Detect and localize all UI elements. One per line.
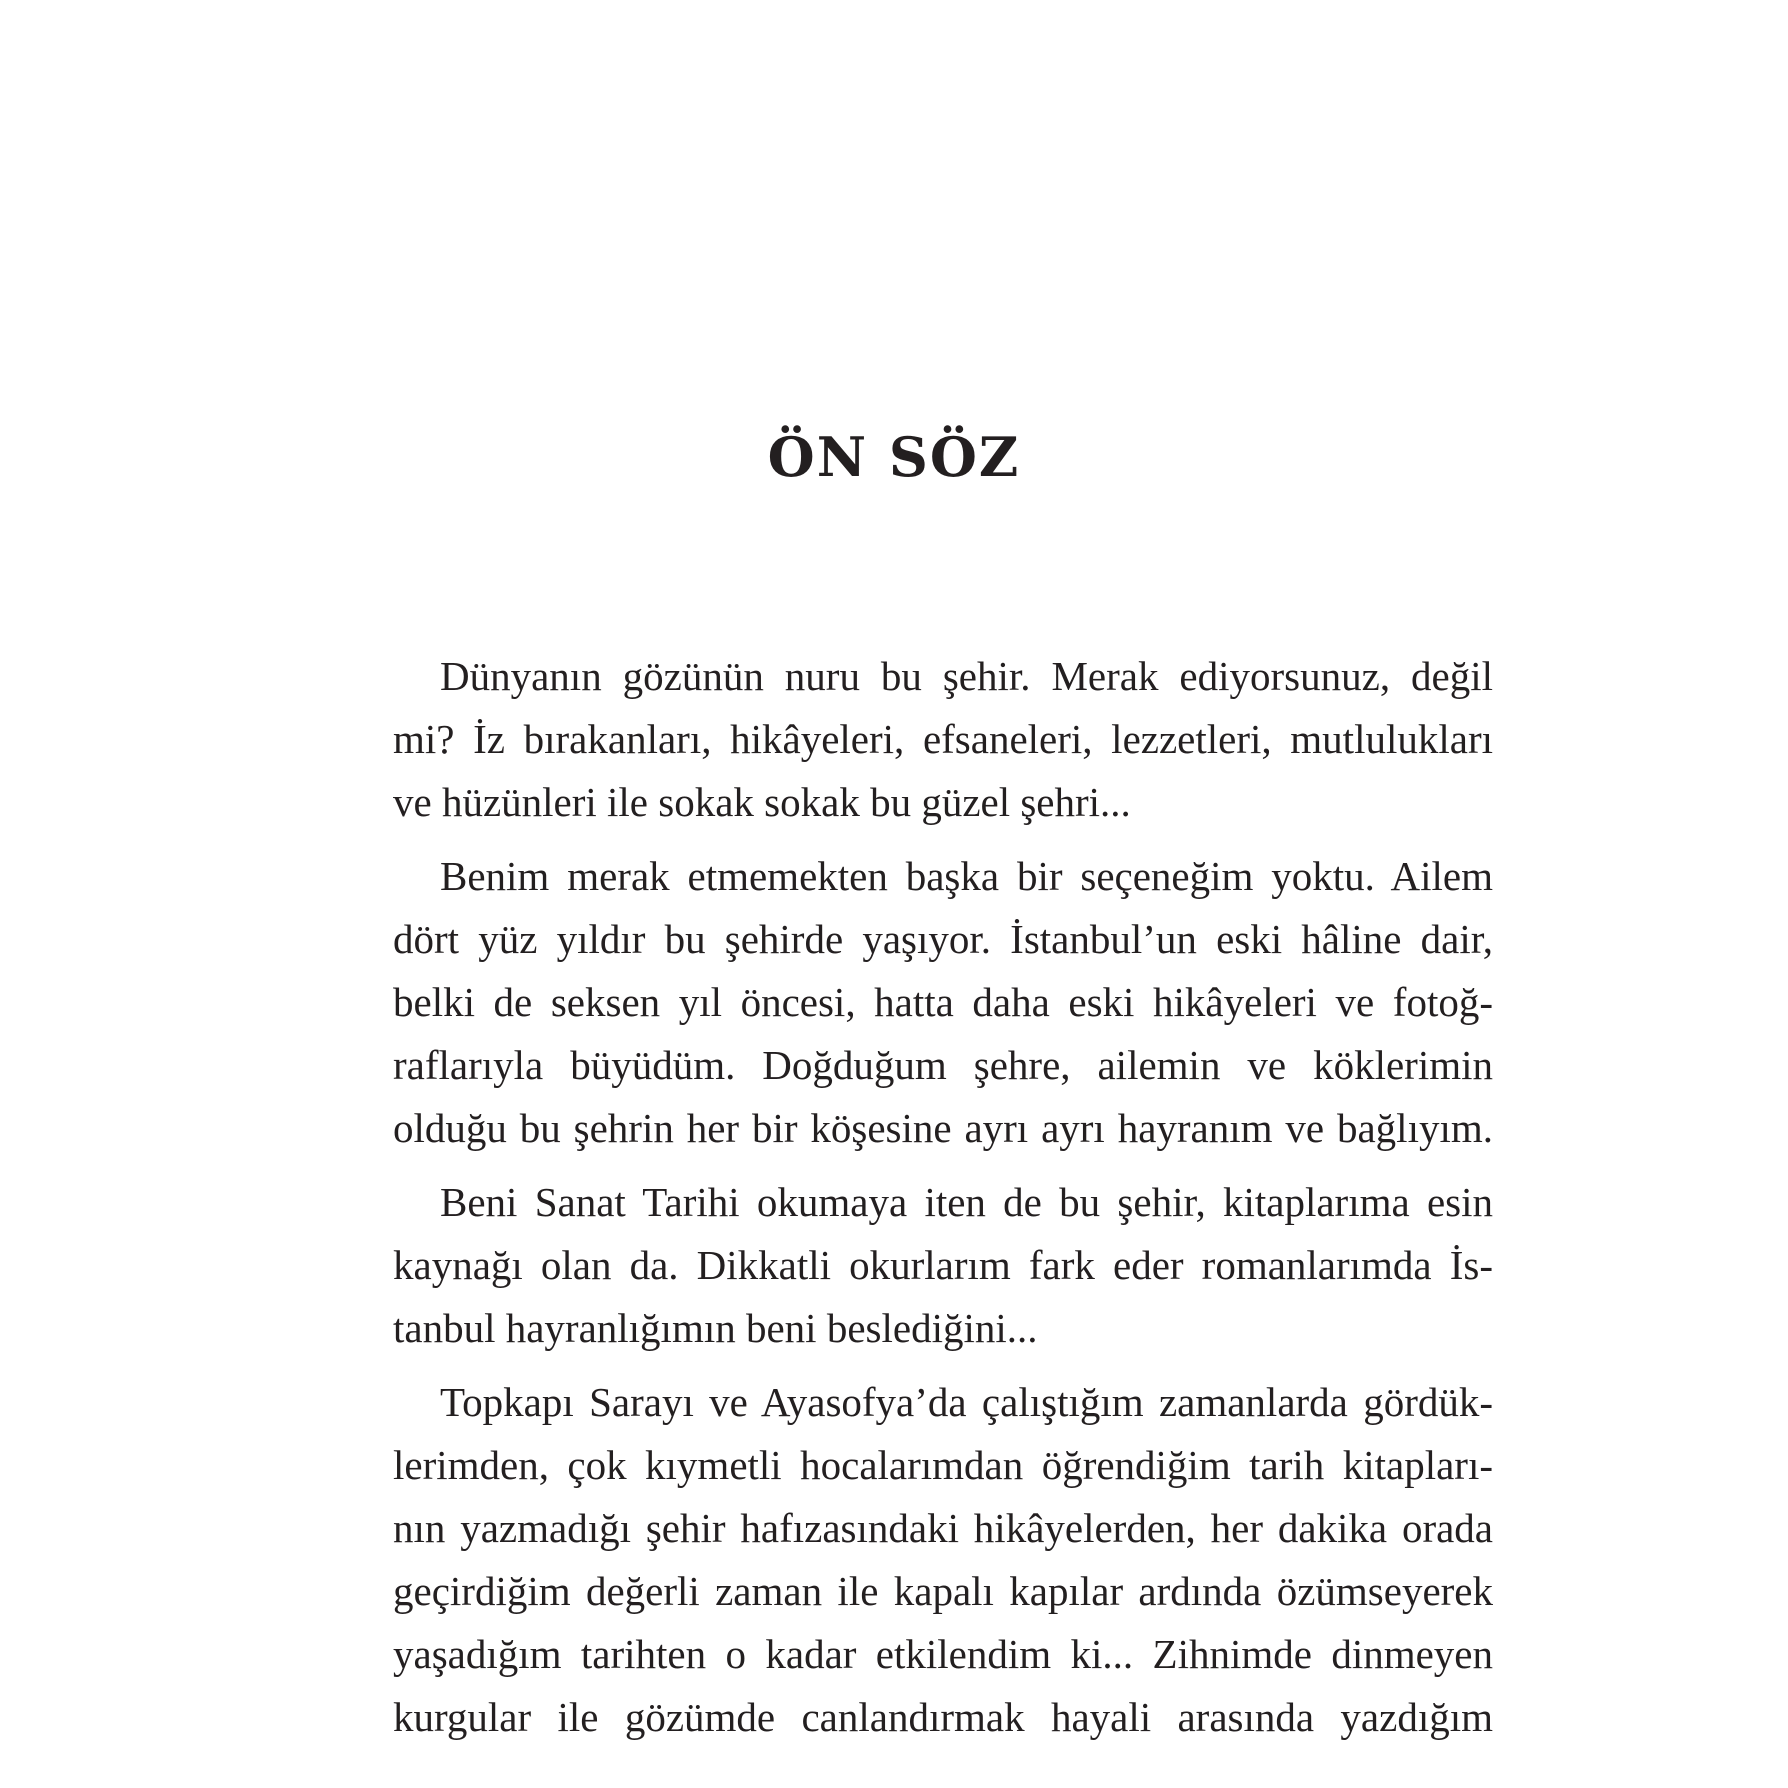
text-line: dört yüz yıldır bu şehirde yaşıyor. İstanbul’un eski hâline dair,: [393, 916, 1493, 962]
text-line: olduğu bu şehrin her bir köşesine ayrı ayrı hayranım ve bağlıyım.: [393, 1105, 1493, 1151]
text-line: Beni Sanat Tarihi okumaya iten de bu şehir, kitaplarıma esin: [440, 1179, 1493, 1225]
paragraph-4: [393, 1371, 1493, 1749]
text-line: kaynağı olan da. Dikkatli okurlarım fark eder romanlarımda İs-: [393, 1242, 1493, 1288]
body-text: [393, 645, 1493, 1760]
text-line: lerimden, çok kıymetli hocalarımdan öğrendiğim tarih kitapları-: [393, 1442, 1493, 1488]
text-line: Topkapı Sarayı ve Ayasofya’da çalıştığım zamanlarda gördük-: [440, 1379, 1493, 1425]
paragraph-3: [393, 1171, 1493, 1360]
text-line: tanbul hayranlığımın beni beslediğini...: [393, 1305, 1038, 1351]
text-line: belki de seksen yıl öncesi, hatta daha eski hikâyeleri ve fotoğ-: [393, 979, 1493, 1025]
text-line: Dünyanın gözünün nuru bu şehir. Merak ediyorsunuz, değil: [440, 653, 1493, 699]
text-line: nın yazmadığı şehir hafızasındaki hikâyelerden, her dakika orada: [393, 1505, 1493, 1551]
page-title: ÖN SÖZ: [767, 425, 1021, 489]
paragraph-1: [393, 645, 1493, 834]
text-line: yaşadığım tarihten o kadar etkilendim ki... Zihnimde dinmeyen: [393, 1631, 1493, 1677]
text-line: mi? İz bırakanları, hikâyeleri, efsaneleri, lezzetleri, mutlulukları: [393, 716, 1493, 762]
text-line: Benim merak etmemekten başka bir seçeneğim yoktu. Ailem: [440, 853, 1493, 899]
paragraph-2: [393, 845, 1493, 1160]
text-line: kurgular ile gözümde canlandırmak hayali arasında yazdığım: [393, 1694, 1493, 1740]
text-line: ve hüzünleri ile sokak sokak bu güzel şehri...: [393, 779, 1131, 825]
text-line: geçirdiğim değerli zaman ile kapalı kapılar ardında özümseyerek: [393, 1568, 1493, 1614]
text-line: raflarıyla büyüdüm. Doğduğum şehre, ailemin ve köklerimin: [393, 1042, 1493, 1088]
